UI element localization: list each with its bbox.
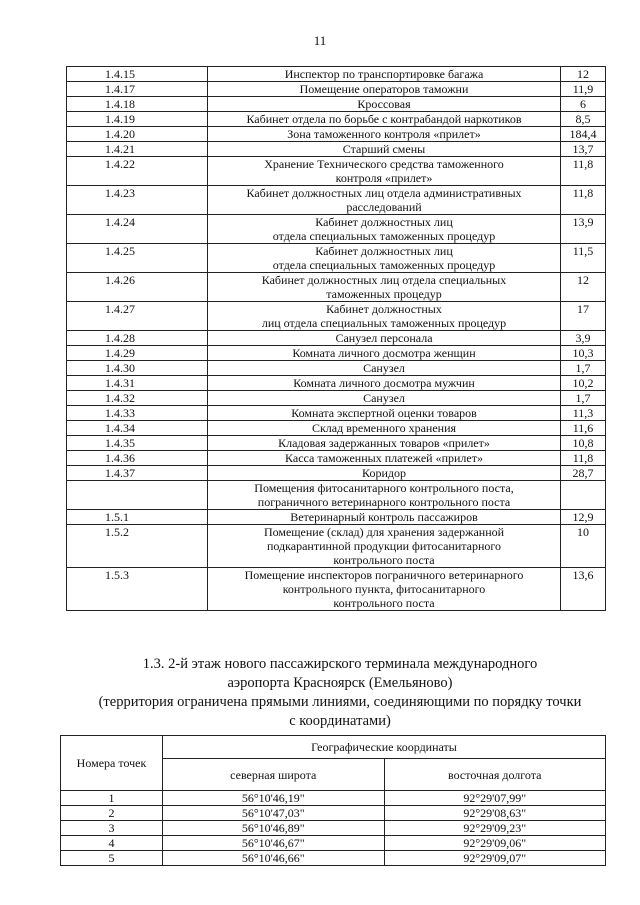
room-code: 1.4.32 xyxy=(67,391,208,406)
latitude-value: 56°10'46,89" xyxy=(163,821,385,836)
room-area: 6 xyxy=(561,97,606,112)
room-name-line: подкарантинной продукции фитосанитарного xyxy=(266,539,502,553)
room-code: 1.4.28 xyxy=(67,331,208,346)
room-area: 13,9 xyxy=(561,215,606,244)
room-code: 1.4.15 xyxy=(67,67,208,82)
point-number: 4 xyxy=(61,836,163,851)
room-code: 1.4.19 xyxy=(67,112,208,127)
table-row xyxy=(67,215,606,244)
room-name xyxy=(208,406,561,421)
room-name-line: Инспектор по транспортировке багажа xyxy=(284,67,484,81)
room-code xyxy=(67,481,208,510)
table-row xyxy=(67,273,606,302)
table-row xyxy=(67,302,606,331)
room-name-line: контрольного поста xyxy=(333,596,435,610)
room-name-line: расследований xyxy=(346,200,422,214)
latitude-value: 56°10'46,66" xyxy=(163,851,385,866)
room-name-line: контроля «прилет» xyxy=(335,171,433,185)
room-name-line: Санузел персонала xyxy=(335,331,433,345)
table-row xyxy=(67,82,606,97)
room-name-line: Помещение операторов таможни xyxy=(299,82,469,96)
room-name xyxy=(208,157,561,186)
room-area: 1,7 xyxy=(561,391,606,406)
room-name xyxy=(208,67,561,82)
room-name xyxy=(208,361,561,376)
room-area: 12 xyxy=(561,273,606,302)
room-code: 1.4.30 xyxy=(67,361,208,376)
room-name-line: Касса таможенных платежей «прилет» xyxy=(285,451,483,465)
room-name-line: контрольного пункта, фитосанитарного xyxy=(282,582,486,596)
room-area: 11,5 xyxy=(561,244,606,273)
room-name-line: Кабинет должностных лиц xyxy=(315,244,453,258)
room-area: 11,8 xyxy=(561,451,606,466)
room-name-line: Комната личного досмотра мужчин xyxy=(293,376,475,390)
room-code: 1.4.27 xyxy=(67,302,208,331)
room-code: 1.4.20 xyxy=(67,127,208,142)
point-number: 1 xyxy=(61,791,163,806)
room-code: 1.5.3 xyxy=(67,568,208,611)
room-code: 1.5.1 xyxy=(67,510,208,525)
room-area: 12,9 xyxy=(561,510,606,525)
room-name-line: таможенных процедур xyxy=(326,287,442,301)
room-area: 11,8 xyxy=(561,186,606,215)
table-row xyxy=(67,466,606,481)
room-area: 28,7 xyxy=(561,466,606,481)
room-name xyxy=(208,451,561,466)
room-area: 10,2 xyxy=(561,376,606,391)
table-row xyxy=(61,791,606,806)
table-row xyxy=(67,142,606,157)
room-code: 1.4.18 xyxy=(67,97,208,112)
longitude-value: 92°29'09,06" xyxy=(384,836,606,851)
room-name-line: Кроссовая xyxy=(357,97,411,111)
room-area: 11,9 xyxy=(561,82,606,97)
room-name-line: Зона таможенного контроля «прилет» xyxy=(287,127,481,141)
room-name xyxy=(208,186,561,215)
room-area: 8,5 xyxy=(561,112,606,127)
section-heading xyxy=(60,655,620,731)
room-name xyxy=(208,97,561,112)
room-name xyxy=(208,525,561,568)
room-code: 1.4.26 xyxy=(67,273,208,302)
room-name xyxy=(208,466,561,481)
room-name-line: контрольного поста xyxy=(333,553,435,567)
room-area: 11,3 xyxy=(561,406,606,421)
room-name xyxy=(208,273,561,302)
room-name-line: Склад временного хранения xyxy=(311,421,457,435)
point-number: 2 xyxy=(61,806,163,821)
room-area: 11,6 xyxy=(561,421,606,436)
room-name-line: Санузел xyxy=(363,361,405,375)
col-header-latitude: северная широта xyxy=(163,759,385,791)
room-name-line: Кабинет должностных лиц xyxy=(315,215,453,229)
room-area xyxy=(561,481,606,510)
room-name xyxy=(208,510,561,525)
room-code: 1.4.35 xyxy=(67,436,208,451)
room-area: 13,6 xyxy=(561,568,606,611)
latitude-value: 56°10'46,19" xyxy=(163,791,385,806)
room-code: 1.4.33 xyxy=(67,406,208,421)
room-name-line: Хранение Технического средства таможенного xyxy=(264,157,504,171)
room-area: 17 xyxy=(561,302,606,331)
table-row xyxy=(67,391,606,406)
table-row xyxy=(67,67,606,82)
room-name xyxy=(208,568,561,611)
section-heading-line: 1.3. 2-й этаж нового пассажирского терминала международного xyxy=(142,656,538,672)
table-row xyxy=(67,568,606,611)
table-row xyxy=(67,406,606,421)
table-row xyxy=(67,376,606,391)
room-name xyxy=(208,346,561,361)
room-area: 13,7 xyxy=(561,142,606,157)
page-number: 11 xyxy=(313,33,327,48)
section-heading-line: аэропорта Красноярск (Емельяново) xyxy=(227,675,453,691)
room-name xyxy=(208,244,561,273)
room-code: 1.4.23 xyxy=(67,186,208,215)
room-code: 1.4.31 xyxy=(67,376,208,391)
room-name-line: Комната личного досмотра женщин xyxy=(292,346,476,360)
room-area: 12 xyxy=(561,67,606,82)
rooms-table xyxy=(66,66,606,611)
room-name xyxy=(208,421,561,436)
point-number: 5 xyxy=(61,851,163,866)
room-name xyxy=(208,481,561,510)
latitude-value: 56°10'46,67" xyxy=(163,836,385,851)
longitude-value: 92°29'07,99" xyxy=(384,791,606,806)
room-name-line: Коридор xyxy=(362,466,406,480)
longitude-value: 92°29'09,23" xyxy=(384,821,606,836)
point-number: 3 xyxy=(61,821,163,836)
room-code: 1.4.29 xyxy=(67,346,208,361)
room-area: 10,8 xyxy=(561,436,606,451)
room-code: 1.4.25 xyxy=(67,244,208,273)
table-row xyxy=(61,851,606,866)
table-row xyxy=(67,421,606,436)
room-code: 1.4.24 xyxy=(67,215,208,244)
table-row xyxy=(67,244,606,273)
room-name-line: пограничного ветеринарного контрольного поста xyxy=(257,495,511,509)
table-row xyxy=(67,510,606,525)
room-name xyxy=(208,142,561,157)
table-row xyxy=(67,127,606,142)
room-area: 1,7 xyxy=(561,361,606,376)
section-heading-line: с координатами) xyxy=(289,713,391,729)
room-area: 10,3 xyxy=(561,346,606,361)
room-code: 1.4.22 xyxy=(67,157,208,186)
room-name xyxy=(208,376,561,391)
room-name-line: отдела специальных таможенных процедур xyxy=(272,258,496,272)
room-name xyxy=(208,215,561,244)
room-code: 1.4.36 xyxy=(67,451,208,466)
room-area: 3,9 xyxy=(561,331,606,346)
room-name-line: отдела специальных таможенных процедур xyxy=(272,229,496,243)
room-name-line: Кабинет должностных лиц отдела административных xyxy=(246,186,522,200)
table-row xyxy=(61,821,606,836)
table-row xyxy=(67,97,606,112)
col-header-point-number: Номера точек xyxy=(61,736,163,791)
room-name-line: Помещения фитосанитарного контрольного поста, xyxy=(254,481,514,495)
room-code: 1.5.2 xyxy=(67,525,208,568)
room-code: 1.4.34 xyxy=(67,421,208,436)
section-heading-line: (территория ограничена прямыми линиями, соединяющими по порядку точки xyxy=(98,694,582,710)
room-name-line: Комната экспертной оценки товаров xyxy=(291,406,477,420)
table-row xyxy=(67,112,606,127)
table-row xyxy=(61,806,606,821)
room-name-line: Санузел xyxy=(363,391,405,405)
table-row xyxy=(67,346,606,361)
room-code: 1.4.21 xyxy=(67,142,208,157)
latitude-value: 56°10'47,03" xyxy=(163,806,385,821)
room-name-line: Кабинет должностных лиц отдела специальных xyxy=(261,273,507,287)
col-header-geo-coordinates: Географические координаты xyxy=(163,736,606,759)
room-name xyxy=(208,112,561,127)
table-row xyxy=(67,436,606,451)
room-area: 184,4 xyxy=(561,127,606,142)
room-area: 10 xyxy=(561,525,606,568)
col-header-longitude: восточная долгота xyxy=(384,759,606,791)
room-name xyxy=(208,82,561,97)
table-row xyxy=(67,361,606,376)
longitude-value: 92°29'08,63" xyxy=(384,806,606,821)
table-row xyxy=(67,525,606,568)
room-name-line: Ветеринарный контроль пассажиров xyxy=(290,510,478,524)
room-code: 1.4.37 xyxy=(67,466,208,481)
table-row xyxy=(67,331,606,346)
table-row xyxy=(67,157,606,186)
table-row xyxy=(67,481,606,510)
room-name xyxy=(208,127,561,142)
table-row xyxy=(67,186,606,215)
room-name xyxy=(208,391,561,406)
room-name xyxy=(208,302,561,331)
room-name xyxy=(208,436,561,451)
room-name-line: Помещение (склад) для хранения задержанной xyxy=(263,525,505,539)
room-name xyxy=(208,331,561,346)
room-name-line: Старший смены xyxy=(342,142,426,156)
coordinates-table xyxy=(60,735,606,866)
table-row xyxy=(67,451,606,466)
room-area: 11,8 xyxy=(561,157,606,186)
table-row xyxy=(61,836,606,851)
room-name-line: Кабинет отдела по борьбе с контрабандой наркотиков xyxy=(246,112,522,126)
longitude-value: 92°29'09,07" xyxy=(384,851,606,866)
room-code: 1.4.17 xyxy=(67,82,208,97)
room-name-line: Помещение инспекторов пограничного ветеринарного xyxy=(244,568,524,582)
room-name-line: Кабинет должностных xyxy=(326,302,442,316)
room-name-line: Кладовая задержанных товаров «прилет» xyxy=(278,436,490,450)
room-name-line: лиц отдела специальных таможенных процедур xyxy=(261,316,507,330)
